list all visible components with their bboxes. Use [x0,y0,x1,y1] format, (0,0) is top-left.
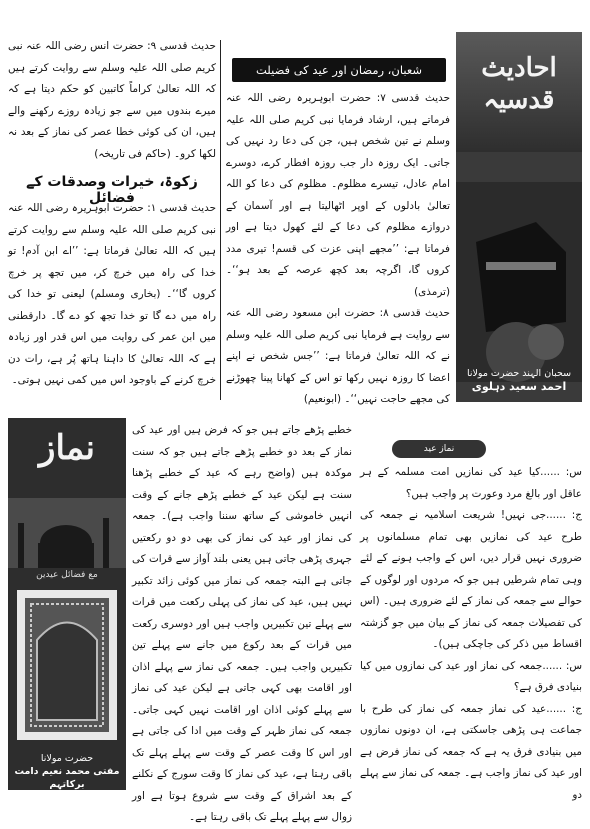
column-divider [220,40,221,400]
zakat-section-title: زکوۃ، خیرات وصدقات کے فضائل [26,174,198,206]
hadith-8: حدیث قدسی ۸: حضرت ابن مسعود رضی اللہ عنہ سے روایت ہے فرمایا نبی کریم صلی اللہ علیہ وسلم نے کہ اللہ تعالیٰ فرماتا ہے: ’’جس شخص نے اپنے اعضا کا روزہ نہیں رکھا تو اس کے کھانا پینا چھوڑنے کی مجھے حاجت نہیں‘‘۔ (ابونعیم) [226,307,450,405]
namaz-cover-panel [8,418,126,790]
namaz-author [8,752,126,791]
middle-top-column [226,88,450,405]
shaban-ramadan-banner: شعبان، رمضان اور عید کی فضیلت [232,58,446,82]
ahadith-title: احادیث قدسیہ [481,53,557,115]
question-2: س: ......جمعہ کی نماز اور عید کی نمازوں میں کیا بنیادی فرق ہے؟ [360,659,582,693]
answer-1: ج: ......جی نہیں! شریعت اسلامیہ نے جمعہ کی طرح عید کی نمازیں بھی تمام مسلمانوں پر ضروری نہیں قرار دیں، اس کے واجب ہونے کے لئے وہی تمام شرطیں ہیں جو کہ مردوں اور لوگوں کے حوالے سے جمعہ کی نماز کے لئے ضروری ہیں۔ (اس کی تفصیلات جمعہ کی نماز کے بیان میں جو گزشتہ اقساط میں ذکر کی جاچکی ہیں)۔ [360,509,582,650]
kaaba-image [456,182,582,382]
answer-2: ج: ......عید کی نماز جمعہ کی نماز کی طرح با جماعت ہی پڑھی جاسکتی ہے، ان دونوں نمازوں میں بنیادی فرق یہ ہے کہ جمعہ کی نماز فرض ہے اور عید کی نماز واجب ہے۔ جمعہ کی نماز سے پہلے دو [360,702,582,801]
author-line-2: احمد سعید دہلوی [471,380,567,393]
namaz-title: نماز [39,428,95,468]
hadith-7: حدیث قدسی ۷: حضرت ابوہریرہ رضی اللہ عنہ فرماتے ہیں، ارشاد فرمایا نبی کریم صلی اللہ علیہ وسلم نے تین شخص ہیں، جن کی دعا رد نہیں کی جاتی۔ ایک روزہ دار جب روزہ افطار کرے، دوسرے امام عادل، تیسرے مظلوم۔ مظلوم کی دعا کو اللہ تعالیٰ بادلوں کے اوپر اٹھالیتا ہے اور آسمان کے دروازے مظلوم کی دعا کے لئے کھول دیتا ہے اور فرماتا ہے: ’’مجھے اپنی عزت کی قسم! تیری مدد کروں گا، اگرچہ بعد کچھ عرصہ کے بعد ہو‘‘۔ (ترمذی) [226,92,450,298]
hadith-9: حدیث قدسی ۹: حضرت انس رضی اللہ عنہ نبی کریم صلی اللہ علیہ وسلم سے روایت کرتے ہیں کہ اللہ تعالیٰ کراماً کاتبین کو حکم دیتا ہے کہ میرے بندوں میں سے جو زیادہ روزے رکھنے والے ہیں، ان کی کوئی خطا عصر کی نماز کے بعد نہ لکھا کرو۔ (حاکم فی تاریخہ) [8,40,216,160]
namaz-author-line-1: حضرت مولانا [40,753,94,764]
author-line-1: سحبان الہند حضرت مولانا [466,368,572,379]
middle-bottom-column [132,420,352,823]
left-top-column-b [8,198,216,398]
ahadith-cover-panel [456,32,582,402]
question-1: س: ......کیا عید کی نمازیں امت مسلمہ کے ہر عاقل اور بالغ مرد وعورت پر واجب ہیں؟ [360,466,582,500]
ahadith-author [456,367,582,393]
namaz-eid-badge: نماز عید [392,440,486,458]
left-top-column-a [8,36,216,166]
namaz-author-line-2: مفتی محمد نعیم دامت برکاتہم [14,766,120,790]
mosque-silhouette [8,498,126,568]
right-bottom-column [360,462,582,801]
namaz-subtitle: مع فضائل عیدین [36,570,98,580]
prayer-mat-image [17,590,117,740]
eid-juma-difference-text: خطبے پڑھے جاتے ہیں جو کہ فرض ہیں اور عید کی نماز کے بعد دو خطبے پڑھے جاتے ہیں جو کہ سنت موکدہ ہیں (واضح رہے کہ عید کے خطبے پڑھنا سنت ہے لیکن عید کے خطبے پڑھے جانے کے وقت انہیں خاموشی کے ساتھ سننا واجب ہے)۔ جمعہ کی نماز اور عید کی نماز کی بھی دو دو رکعتیں جہری پڑھی جاتی ہیں یعنی بلند آواز سے قرات کی جاتی ہے البتہ جمعہ کی نماز میں کوئی زائد تکبیر نہیں ہیں، عید کی نماز کی پہلی رکعت میں قرات سے پہلے تین تکبیریں واجب ہیں اور دوسری رکعت میں قرات کے بعد رکوع میں جانے سے پہلے تین تکبیریں واجب ہیں۔ جمعہ کی نماز سے پہلے اذان اور اقامت بھی کہی جاتی ہے لیکن عید کی نماز سے پہلے کوئی اذان اور اقامت نہیں کہی جاتی۔ جمعہ کی نماز ظہر کے وقت میں ادا کی جاتی ہے اور اس کا وقت عصر کے وقت سے پہلے پہلے تک باقی رہتا ہے، عید کی نماز کا وقت سورج کے نکلنے کے بعد اشراق کے وقت سے شروع ہوتا ہے اور زوال سے پہلے پہلے تک باقی رہتا ہے۔ [132,424,352,823]
hadith-1: حدیث قدسی ۱: حضرت ابوہریرہ رضی اللہ عنہ نبی کریم صلی اللہ علیہ وسلم سے روایت کرتے ہیں کہ اللہ تعالیٰ فرماتا ہے: ’’اے ابن آدم! تو خدا کی راہ میں خرچ کر، میں تجھ پر خرچ کروں گا‘‘۔ (بخاری ومسلم) لیعنی تو خدا کی راہ میں دے گا تو خدا تجھ کو دے گا۔ دارقطنی میں ابن عمر کی روایت میں اس قدر اور زیادہ ہے کہ اللہ تعالیٰ کا داہنا ہاتھ پُر ہے، رات دن خرچ کرنے کے باوجود اس میں کمی نہیں ہوتی۔ [8,202,216,386]
